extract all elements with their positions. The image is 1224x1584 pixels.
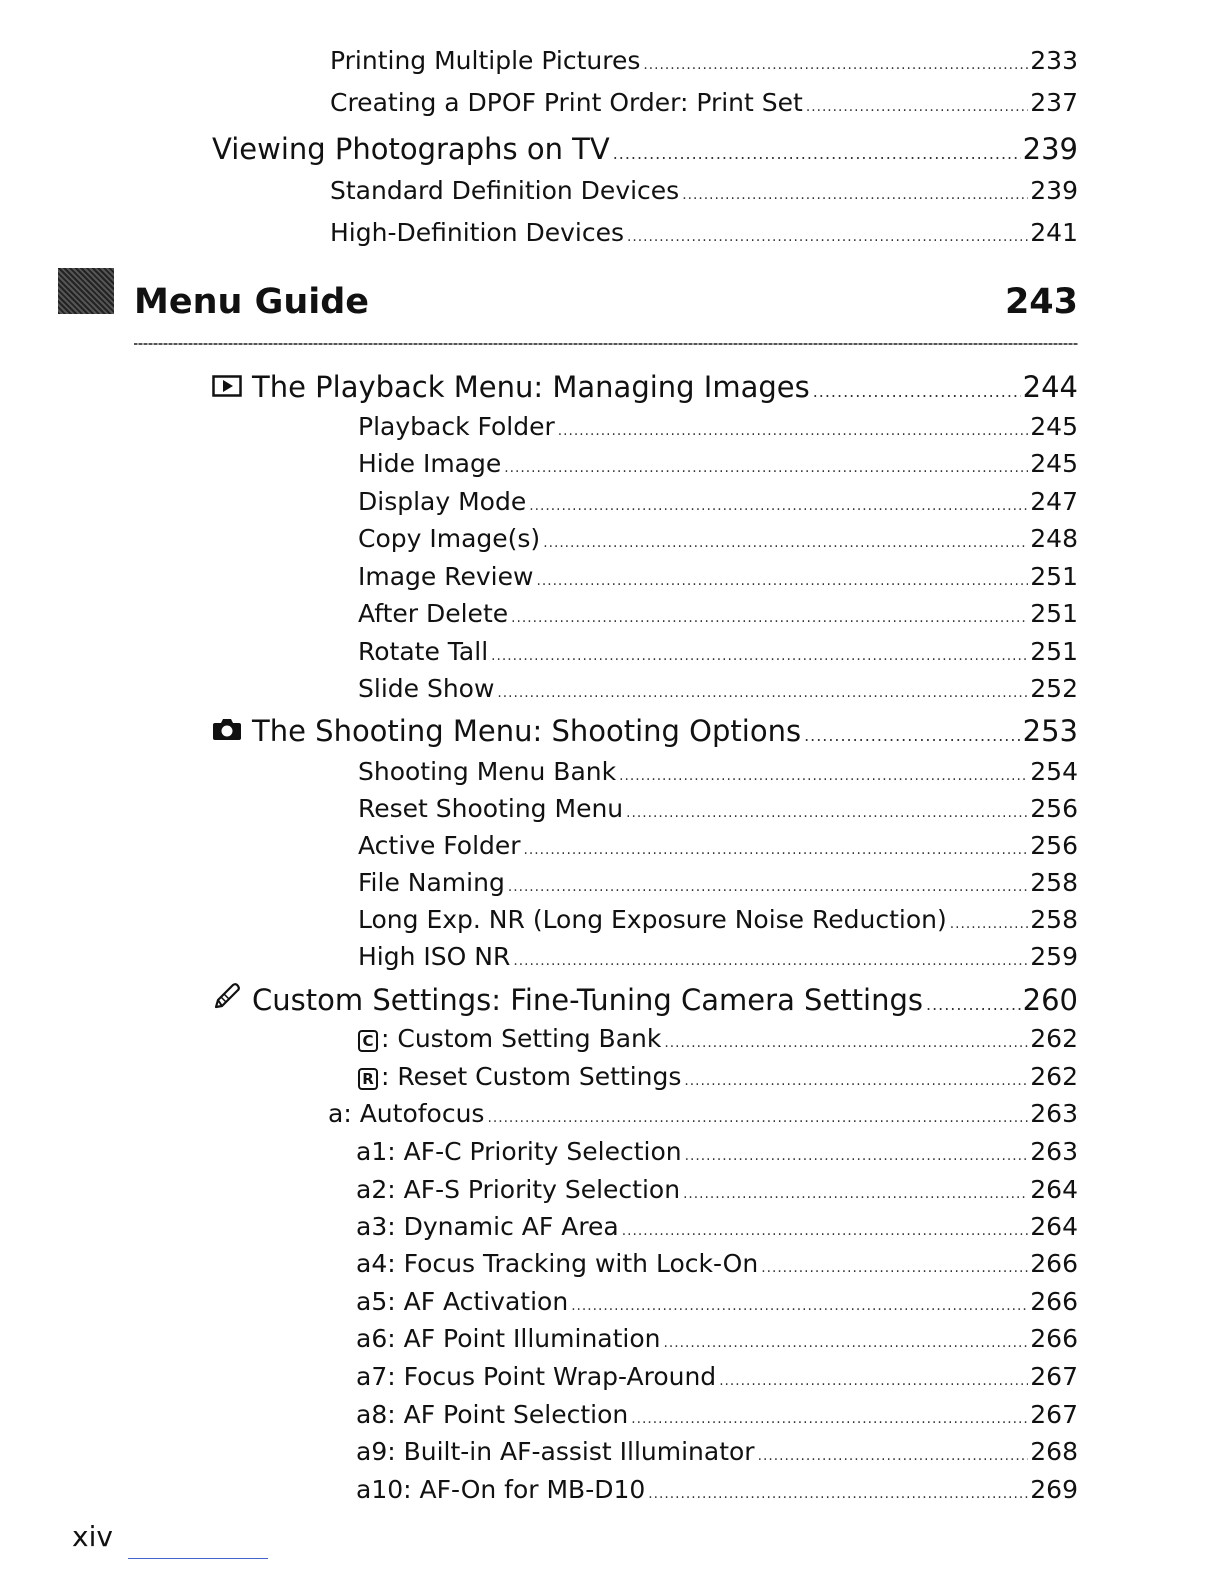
dot-leader	[926, 995, 1021, 1014]
toc-entry	[358, 831, 1078, 860]
dot-leader	[684, 1073, 1028, 1089]
toc-heading-page: 244	[1022, 370, 1078, 404]
toc-entry	[356, 1249, 1078, 1278]
toc-entry-label: Standard Definition Devices	[330, 176, 680, 205]
toc-entry-page: 266	[1030, 1324, 1078, 1353]
section-marker	[58, 268, 114, 314]
toc-heading-shooting	[212, 714, 1078, 748]
toc-entry-page: 254	[1030, 757, 1078, 786]
toc-entry-page: 262	[1030, 1062, 1078, 1091]
toc-entry	[356, 1212, 1078, 1241]
toc-entry	[358, 942, 1078, 971]
toc-heading-page: 253	[1022, 714, 1078, 748]
toc-heading-page: 260	[1022, 983, 1078, 1017]
toc-entry-page: 259	[1030, 942, 1078, 971]
toc-entry-label: Rotate Tall	[358, 637, 489, 666]
toc-entry-label: : Custom Setting Bank	[381, 1024, 662, 1053]
dot-leader	[804, 726, 1021, 745]
toc-entry	[356, 1175, 1078, 1204]
bank-c-icon: C	[358, 1030, 378, 1052]
dot-leader	[536, 573, 1028, 589]
toc-heading-playback	[212, 370, 1078, 404]
dot-leader	[513, 953, 1028, 969]
toc-entry-label: Slide Show	[358, 674, 495, 703]
toc-entry	[358, 674, 1078, 703]
dot-leader	[664, 1335, 1029, 1351]
toc-entry-page: 252	[1030, 674, 1078, 703]
toc-entry	[356, 1475, 1078, 1504]
dot-leader	[491, 648, 1028, 664]
toc-entry-label: Playback Folder	[358, 412, 555, 441]
toc-entry-page: 256	[1030, 831, 1078, 860]
section-rule	[134, 343, 1078, 345]
toc-entry-label: a6: AF Point Illumination	[356, 1324, 661, 1353]
toc-entry	[358, 868, 1078, 897]
toc-entry-page: 268	[1030, 1437, 1078, 1466]
toc-entry-label: a3: Dynamic AF Area	[356, 1212, 619, 1241]
toc-entry-label: High-Definition Devices	[330, 218, 625, 247]
toc-entry	[358, 449, 1078, 478]
toc-entry	[330, 176, 1078, 205]
playback-icon	[212, 370, 242, 404]
toc-entry-label: a10: AF-On for MB-D10	[356, 1475, 646, 1504]
section-title: Menu Guide	[134, 282, 370, 322]
footer-rule	[128, 1558, 268, 1559]
toc-entry-label: Display Mode	[358, 487, 527, 516]
dot-leader	[643, 57, 1028, 73]
toc-entry-label: Active Folder	[358, 831, 521, 860]
dot-leader	[950, 916, 1029, 932]
dot-leader	[664, 1035, 1028, 1051]
dot-leader	[558, 423, 1029, 439]
toc-group	[328, 1099, 1078, 1128]
toc-entry	[358, 757, 1078, 786]
toc-entry-label: a9: Built-in AF-assist Illuminator	[356, 1437, 755, 1466]
toc-entry	[356, 1437, 1078, 1466]
toc-entry	[358, 562, 1078, 591]
dot-leader	[508, 879, 1028, 895]
page-folio: xiv	[72, 1520, 113, 1553]
toc-entry-page: 251	[1030, 599, 1078, 628]
dot-leader	[529, 498, 1028, 514]
toc-entry-page: 256	[1030, 794, 1078, 823]
toc-entry-page: 264	[1030, 1212, 1078, 1241]
toc-entry	[356, 1324, 1078, 1353]
toc-entry-label: a2: AF-S Priority Selection	[356, 1175, 681, 1204]
toc-entry	[358, 599, 1078, 628]
toc-entry-page: 251	[1030, 637, 1078, 666]
toc-entry-page: 266	[1030, 1249, 1078, 1278]
dot-leader	[806, 99, 1028, 115]
dot-leader	[813, 382, 1021, 401]
toc-entry-label: Creating a DPOF Print Order: Print Set	[330, 88, 803, 117]
toc-entry-page: 245	[1030, 449, 1078, 478]
toc-entry	[358, 487, 1078, 516]
dot-leader	[631, 1411, 1028, 1427]
toc-entry-page: 263	[1030, 1137, 1078, 1166]
toc-entry	[356, 1400, 1078, 1429]
toc-heading-label: The Shooting Menu: Shooting Options	[252, 714, 802, 748]
toc-group-label: a: Autofocus	[328, 1099, 485, 1128]
section-page: 243	[1004, 282, 1078, 322]
dot-leader	[497, 685, 1028, 701]
toc-entry	[330, 88, 1078, 117]
toc-entry-label: a4: Focus Tracking with Lock-On	[356, 1249, 759, 1278]
bank-r-icon: R	[358, 1068, 378, 1090]
toc-entry-label: File Naming	[358, 868, 505, 897]
toc-entry-page: 233	[1030, 46, 1078, 75]
toc-entry-page: 241	[1030, 218, 1078, 247]
toc-entry-label: Image Review	[358, 562, 534, 591]
dot-leader	[627, 229, 1028, 245]
toc-entry	[356, 1137, 1078, 1166]
dot-leader	[571, 1298, 1028, 1314]
toc-entry-label: a1: AF-C Priority Selection	[356, 1137, 682, 1166]
toc-entry-label: a5: AF Activation	[356, 1287, 569, 1316]
toc-heading-label: Viewing Photographs on TV	[212, 132, 610, 166]
toc-entry	[358, 637, 1078, 666]
toc-heading	[212, 132, 1078, 166]
toc-entry-page: 269	[1030, 1475, 1078, 1504]
toc-entry	[330, 218, 1078, 247]
toc-entry	[358, 794, 1078, 823]
toc-entry-page: 248	[1030, 524, 1078, 553]
toc-entry-page: 266	[1030, 1287, 1078, 1316]
toc-entry-label: Hide Image	[358, 449, 502, 478]
dot-leader	[626, 805, 1028, 821]
toc-entry	[356, 1287, 1078, 1316]
toc-heading-label: Custom Settings: Fine-Tuning Camera Settings	[252, 983, 924, 1017]
toc-entry-page: 258	[1030, 905, 1078, 934]
toc-entry	[330, 46, 1078, 75]
toc-entry-page: 264	[1030, 1175, 1078, 1204]
dot-leader	[613, 144, 1021, 163]
toc-entry-page: 262	[1030, 1024, 1078, 1053]
toc-entry-label: Reset Shooting Menu	[358, 794, 624, 823]
toc-entry-page: 237	[1030, 88, 1078, 117]
toc-entry-label: a8: AF Point Selection	[356, 1400, 629, 1429]
toc-entry-page: 267	[1030, 1400, 1078, 1429]
toc-entry-label: Shooting Menu Bank	[358, 757, 617, 786]
toc-entry	[358, 412, 1078, 441]
toc-heading-custom	[212, 982, 1078, 1017]
dot-leader	[487, 1110, 1028, 1126]
toc-entry	[358, 1062, 1078, 1091]
toc-entry-label: : Reset Custom Settings	[381, 1062, 682, 1091]
dot-leader	[648, 1486, 1028, 1502]
toc-entry-page: 247	[1030, 487, 1078, 516]
toc-entry-page: 258	[1030, 868, 1078, 897]
dot-leader	[758, 1448, 1029, 1464]
toc-entry-page: 251	[1030, 562, 1078, 591]
toc-entry-label: Printing Multiple Pictures	[330, 46, 641, 75]
toc-entry	[356, 1362, 1078, 1391]
toc-entry-label: After Delete	[358, 599, 509, 628]
toc-entry-label: High ISO NR	[358, 942, 511, 971]
toc-heading-page: 239	[1022, 132, 1078, 166]
dot-leader	[683, 1186, 1028, 1202]
toc-entry-label: Long Exp. NR (Long Exposure Noise Reduction)	[358, 905, 947, 934]
toc-entry	[358, 1024, 1078, 1053]
dot-leader	[504, 460, 1028, 476]
section-header	[134, 282, 1078, 322]
dot-leader	[685, 1148, 1029, 1164]
dot-leader	[682, 187, 1028, 203]
toc-entry-page: 245	[1030, 412, 1078, 441]
dot-leader	[719, 1373, 1028, 1389]
toc-group-page: 263	[1030, 1099, 1078, 1128]
toc-entry	[358, 905, 1078, 934]
dot-leader	[619, 768, 1028, 784]
camera-icon	[212, 714, 242, 748]
dot-leader	[524, 842, 1029, 858]
pencil-icon	[212, 982, 242, 1017]
toc-entry	[358, 524, 1078, 553]
dot-leader	[511, 610, 1028, 626]
dot-leader	[543, 535, 1028, 551]
toc-entry-label: a7: Focus Point Wrap-Around	[356, 1362, 717, 1391]
dot-leader	[622, 1223, 1029, 1239]
toc-entry-page: 239	[1030, 176, 1078, 205]
toc-entry-label: Copy Image(s)	[358, 524, 541, 553]
dot-leader	[761, 1260, 1028, 1276]
toc-heading-label: The Playback Menu: Managing Images	[252, 370, 810, 404]
toc-entry-page: 267	[1030, 1362, 1078, 1391]
